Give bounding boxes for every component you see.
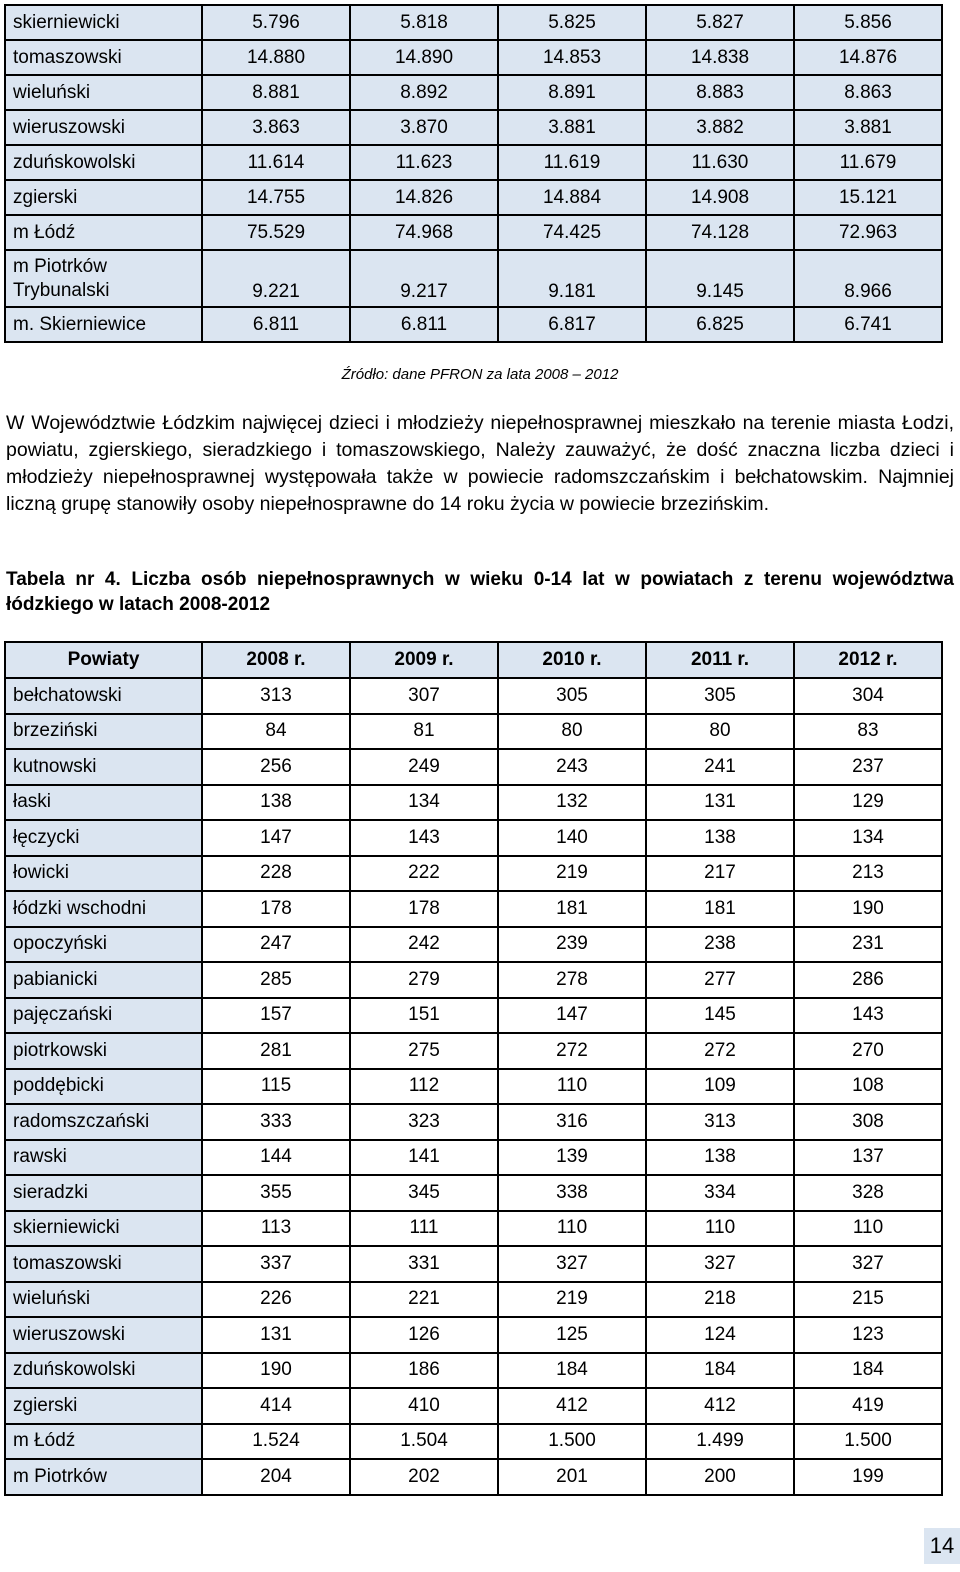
table-top bbox=[4, 4, 943, 343]
table-row bbox=[5, 1175, 942, 1211]
value-cell: 6.825 bbox=[646, 307, 794, 342]
value-cell: 75.529 bbox=[202, 215, 350, 250]
value-cell: 285 bbox=[202, 962, 350, 998]
value-cell: 247 bbox=[202, 927, 350, 963]
value-cell: 11.679 bbox=[794, 145, 942, 180]
value-cell: 74.128 bbox=[646, 215, 794, 250]
value-cell: 184 bbox=[498, 1353, 646, 1389]
value-cell: 277 bbox=[646, 962, 794, 998]
value-cell: 110 bbox=[794, 1211, 942, 1247]
value-cell: 184 bbox=[646, 1353, 794, 1389]
value-cell: 215 bbox=[794, 1282, 942, 1318]
table-row bbox=[5, 215, 942, 250]
table-row bbox=[5, 1388, 942, 1424]
table-row bbox=[5, 998, 942, 1034]
value-cell: 80 bbox=[646, 714, 794, 750]
value-cell: 138 bbox=[646, 820, 794, 856]
value-cell: 125 bbox=[498, 1317, 646, 1353]
table-caption: Tabela nr 4. Liczba osób niepełnosprawnych w wieku 0-14 lat w powiatach z terenu województwa łódzkiego w latach 2008-2012 bbox=[6, 569, 954, 615]
value-cell: 201 bbox=[498, 1459, 646, 1495]
row-label: brzeziński bbox=[5, 714, 202, 750]
header-cell: 2011 r. bbox=[646, 642, 794, 678]
row-label: wieluński bbox=[5, 75, 202, 110]
value-cell: 111 bbox=[350, 1211, 498, 1247]
row-label: bełchatowski bbox=[5, 678, 202, 714]
table-row bbox=[5, 714, 942, 750]
value-cell: 5.796 bbox=[202, 5, 350, 40]
value-cell: 228 bbox=[202, 856, 350, 892]
table-row bbox=[5, 1069, 942, 1105]
value-cell: 184 bbox=[794, 1353, 942, 1389]
row-label: m Piotrków Trybunalski bbox=[5, 250, 202, 307]
value-cell: 14.880 bbox=[202, 40, 350, 75]
value-cell: 144 bbox=[202, 1140, 350, 1176]
row-label: tomaszowski bbox=[5, 40, 202, 75]
row-label: skierniewicki bbox=[5, 1211, 202, 1247]
value-cell: 157 bbox=[202, 998, 350, 1034]
value-cell: 327 bbox=[794, 1246, 942, 1282]
row-label: m Piotrków bbox=[5, 1459, 202, 1495]
value-cell: 178 bbox=[350, 891, 498, 927]
value-cell: 412 bbox=[646, 1388, 794, 1424]
value-cell: 305 bbox=[498, 678, 646, 714]
value-cell: 307 bbox=[350, 678, 498, 714]
table-row bbox=[5, 1353, 942, 1389]
page-number: 14 bbox=[924, 1528, 960, 1564]
value-cell: 110 bbox=[498, 1211, 646, 1247]
value-cell: 331 bbox=[350, 1246, 498, 1282]
table-row bbox=[5, 180, 942, 215]
value-cell: 327 bbox=[498, 1246, 646, 1282]
value-cell: 278 bbox=[498, 962, 646, 998]
value-cell: 279 bbox=[350, 962, 498, 998]
row-label: rawski bbox=[5, 1140, 202, 1176]
row-label: zgierski bbox=[5, 180, 202, 215]
table-row bbox=[5, 1140, 942, 1176]
value-cell: 355 bbox=[202, 1175, 350, 1211]
value-cell: 238 bbox=[646, 927, 794, 963]
value-cell: 305 bbox=[646, 678, 794, 714]
value-cell: 14.890 bbox=[350, 40, 498, 75]
value-cell: 11.619 bbox=[498, 145, 646, 180]
table-row bbox=[5, 1424, 942, 1460]
source-note: Źródło: dane PFRON za lata 2008 – 2012 bbox=[341, 366, 619, 383]
table-row bbox=[5, 250, 942, 307]
value-cell: 143 bbox=[794, 998, 942, 1034]
value-cell: 147 bbox=[498, 998, 646, 1034]
value-cell: 217 bbox=[646, 856, 794, 892]
value-cell: 83 bbox=[794, 714, 942, 750]
table-row bbox=[5, 40, 942, 75]
value-cell: 270 bbox=[794, 1033, 942, 1069]
value-cell: 410 bbox=[350, 1388, 498, 1424]
table-row bbox=[5, 678, 942, 714]
row-label: wieruszowski bbox=[5, 110, 202, 145]
value-cell: 5.856 bbox=[794, 5, 942, 40]
value-cell: 239 bbox=[498, 927, 646, 963]
row-label: skierniewicki bbox=[5, 5, 202, 40]
value-cell: 11.623 bbox=[350, 145, 498, 180]
value-cell: 1.500 bbox=[498, 1424, 646, 1460]
value-cell: 8.891 bbox=[498, 75, 646, 110]
value-cell: 1.499 bbox=[646, 1424, 794, 1460]
row-label: sieradzki bbox=[5, 1175, 202, 1211]
table-row bbox=[5, 75, 942, 110]
value-cell: 241 bbox=[646, 749, 794, 785]
row-label: łęczycki bbox=[5, 820, 202, 856]
value-cell: 414 bbox=[202, 1388, 350, 1424]
value-cell: 134 bbox=[794, 820, 942, 856]
value-cell: 249 bbox=[350, 749, 498, 785]
body-paragraph: W Województwie Łódzkim najwięcej dzieci i młodzieży niepełnosprawnej mieszkało na terenie miasta Łodzi, powiatu, zgierskiego, sieradzkiego i tomaszowskiego, Należy zauważyć, że dość znaczna liczba dzieci i młodzieży niepełnosprawnej występowała także w powiecie radomszczańskim i bełchatowskim. Najmniej liczną grupę stanowiły osoby niepełnosprawne do 14 roku życia w powiecie brzezińskim. bbox=[6, 412, 954, 515]
header-cell: 2010 r. bbox=[498, 642, 646, 678]
value-cell: 8.883 bbox=[646, 75, 794, 110]
value-cell: 243 bbox=[498, 749, 646, 785]
value-cell: 1.504 bbox=[350, 1424, 498, 1460]
value-cell: 14.838 bbox=[646, 40, 794, 75]
value-cell: 1.500 bbox=[794, 1424, 942, 1460]
value-cell: 1.524 bbox=[202, 1424, 350, 1460]
row-label: wieruszowski bbox=[5, 1317, 202, 1353]
value-cell: 5.825 bbox=[498, 5, 646, 40]
value-cell: 123 bbox=[794, 1317, 942, 1353]
value-cell: 14.884 bbox=[498, 180, 646, 215]
table-row bbox=[5, 1459, 942, 1495]
value-cell: 334 bbox=[646, 1175, 794, 1211]
row-label: łowicki bbox=[5, 856, 202, 892]
value-cell: 219 bbox=[498, 856, 646, 892]
value-cell: 412 bbox=[498, 1388, 646, 1424]
value-cell: 9.145 bbox=[646, 250, 794, 307]
value-cell: 138 bbox=[646, 1140, 794, 1176]
table-row bbox=[5, 891, 942, 927]
value-cell: 14.876 bbox=[794, 40, 942, 75]
value-cell: 6.811 bbox=[350, 307, 498, 342]
value-cell: 186 bbox=[350, 1353, 498, 1389]
table-row bbox=[5, 307, 942, 342]
value-cell: 178 bbox=[202, 891, 350, 927]
value-cell: 337 bbox=[202, 1246, 350, 1282]
value-cell: 281 bbox=[202, 1033, 350, 1069]
value-cell: 72.963 bbox=[794, 215, 942, 250]
value-cell: 313 bbox=[646, 1104, 794, 1140]
value-cell: 151 bbox=[350, 998, 498, 1034]
value-cell: 218 bbox=[646, 1282, 794, 1318]
value-cell: 181 bbox=[646, 891, 794, 927]
value-cell: 3.881 bbox=[794, 110, 942, 145]
table-row bbox=[5, 5, 942, 40]
value-cell: 126 bbox=[350, 1317, 498, 1353]
table-row bbox=[5, 1317, 942, 1353]
value-cell: 226 bbox=[202, 1282, 350, 1318]
table-row bbox=[5, 820, 942, 856]
value-cell: 3.863 bbox=[202, 110, 350, 145]
value-cell: 219 bbox=[498, 1282, 646, 1318]
value-cell: 14.755 bbox=[202, 180, 350, 215]
value-cell: 147 bbox=[202, 820, 350, 856]
value-cell: 141 bbox=[350, 1140, 498, 1176]
header-row bbox=[5, 642, 942, 678]
value-cell: 272 bbox=[498, 1033, 646, 1069]
row-label: pajęczański bbox=[5, 998, 202, 1034]
value-cell: 338 bbox=[498, 1175, 646, 1211]
value-cell: 131 bbox=[202, 1317, 350, 1353]
value-cell: 3.882 bbox=[646, 110, 794, 145]
row-label: tomaszowski bbox=[5, 1246, 202, 1282]
value-cell: 138 bbox=[202, 785, 350, 821]
table-row bbox=[5, 145, 942, 180]
value-cell: 213 bbox=[794, 856, 942, 892]
value-cell: 190 bbox=[202, 1353, 350, 1389]
value-cell: 323 bbox=[350, 1104, 498, 1140]
row-label: m Łódź bbox=[5, 215, 202, 250]
value-cell: 286 bbox=[794, 962, 942, 998]
row-label: wieluński bbox=[5, 1282, 202, 1318]
table-row bbox=[5, 1282, 942, 1318]
value-cell: 237 bbox=[794, 749, 942, 785]
value-cell: 9.217 bbox=[350, 250, 498, 307]
table-row bbox=[5, 856, 942, 892]
value-cell: 242 bbox=[350, 927, 498, 963]
value-cell: 328 bbox=[794, 1175, 942, 1211]
value-cell: 124 bbox=[646, 1317, 794, 1353]
value-cell: 222 bbox=[350, 856, 498, 892]
value-cell: 132 bbox=[498, 785, 646, 821]
row-label: łódzki wschodni bbox=[5, 891, 202, 927]
value-cell: 308 bbox=[794, 1104, 942, 1140]
value-cell: 74.425 bbox=[498, 215, 646, 250]
table-main-header bbox=[5, 642, 942, 678]
value-cell: 316 bbox=[498, 1104, 646, 1140]
table-row bbox=[5, 1104, 942, 1140]
value-cell: 199 bbox=[794, 1459, 942, 1495]
value-cell: 3.881 bbox=[498, 110, 646, 145]
value-cell: 137 bbox=[794, 1140, 942, 1176]
value-cell: 11.630 bbox=[646, 145, 794, 180]
table-row bbox=[5, 962, 942, 998]
value-cell: 275 bbox=[350, 1033, 498, 1069]
value-cell: 9.181 bbox=[498, 250, 646, 307]
value-cell: 8.863 bbox=[794, 75, 942, 110]
value-cell: 190 bbox=[794, 891, 942, 927]
value-cell: 6.817 bbox=[498, 307, 646, 342]
value-cell: 8.966 bbox=[794, 250, 942, 307]
value-cell: 110 bbox=[498, 1069, 646, 1105]
table-row bbox=[5, 785, 942, 821]
value-cell: 140 bbox=[498, 820, 646, 856]
value-cell: 134 bbox=[350, 785, 498, 821]
value-cell: 9.221 bbox=[202, 250, 350, 307]
value-cell: 143 bbox=[350, 820, 498, 856]
header-cell: 2012 r. bbox=[794, 642, 942, 678]
header-cell: 2009 r. bbox=[350, 642, 498, 678]
table-row bbox=[5, 1211, 942, 1247]
row-label: kutnowski bbox=[5, 749, 202, 785]
header-cell: 2008 r. bbox=[202, 642, 350, 678]
row-label: łaski bbox=[5, 785, 202, 821]
value-cell: 15.121 bbox=[794, 180, 942, 215]
value-cell: 14.853 bbox=[498, 40, 646, 75]
value-cell: 204 bbox=[202, 1459, 350, 1495]
value-cell: 5.818 bbox=[350, 5, 498, 40]
table-row bbox=[5, 1033, 942, 1069]
value-cell: 272 bbox=[646, 1033, 794, 1069]
header-cell: Powiaty bbox=[5, 642, 202, 678]
value-cell: 327 bbox=[646, 1246, 794, 1282]
value-cell: 181 bbox=[498, 891, 646, 927]
row-label: m. Skierniewice bbox=[5, 307, 202, 342]
value-cell: 6.741 bbox=[794, 307, 942, 342]
value-cell: 5.827 bbox=[646, 5, 794, 40]
value-cell: 145 bbox=[646, 998, 794, 1034]
value-cell: 200 bbox=[646, 1459, 794, 1495]
value-cell: 202 bbox=[350, 1459, 498, 1495]
value-cell: 256 bbox=[202, 749, 350, 785]
value-cell: 110 bbox=[646, 1211, 794, 1247]
value-cell: 3.870 bbox=[350, 110, 498, 145]
value-cell: 14.826 bbox=[350, 180, 498, 215]
value-cell: 113 bbox=[202, 1211, 350, 1247]
value-cell: 139 bbox=[498, 1140, 646, 1176]
table-top-body bbox=[5, 5, 942, 342]
value-cell: 313 bbox=[202, 678, 350, 714]
row-label: opoczyński bbox=[5, 927, 202, 963]
value-cell: 345 bbox=[350, 1175, 498, 1211]
table-row bbox=[5, 110, 942, 145]
table-row bbox=[5, 749, 942, 785]
row-label: piotrkowski bbox=[5, 1033, 202, 1069]
table-main-body bbox=[5, 678, 942, 1495]
value-cell: 14.908 bbox=[646, 180, 794, 215]
value-cell: 231 bbox=[794, 927, 942, 963]
value-cell: 131 bbox=[646, 785, 794, 821]
value-cell: 11.614 bbox=[202, 145, 350, 180]
row-label: radomszczański bbox=[5, 1104, 202, 1140]
row-label: zgierski bbox=[5, 1388, 202, 1424]
value-cell: 6.811 bbox=[202, 307, 350, 342]
value-cell: 419 bbox=[794, 1388, 942, 1424]
row-label: zduńskowolski bbox=[5, 1353, 202, 1389]
row-label: zduńskowolski bbox=[5, 145, 202, 180]
table-row bbox=[5, 1246, 942, 1282]
value-cell: 333 bbox=[202, 1104, 350, 1140]
table-main bbox=[4, 641, 943, 1496]
value-cell: 80 bbox=[498, 714, 646, 750]
value-cell: 8.881 bbox=[202, 75, 350, 110]
value-cell: 8.892 bbox=[350, 75, 498, 110]
value-cell: 115 bbox=[202, 1069, 350, 1105]
value-cell: 109 bbox=[646, 1069, 794, 1105]
row-label: poddębicki bbox=[5, 1069, 202, 1105]
row-label: m Łódź bbox=[5, 1424, 202, 1460]
value-cell: 304 bbox=[794, 678, 942, 714]
value-cell: 81 bbox=[350, 714, 498, 750]
value-cell: 112 bbox=[350, 1069, 498, 1105]
value-cell: 84 bbox=[202, 714, 350, 750]
value-cell: 108 bbox=[794, 1069, 942, 1105]
value-cell: 129 bbox=[794, 785, 942, 821]
row-label: pabianicki bbox=[5, 962, 202, 998]
value-cell: 221 bbox=[350, 1282, 498, 1318]
table-row bbox=[5, 927, 942, 963]
value-cell: 74.968 bbox=[350, 215, 498, 250]
